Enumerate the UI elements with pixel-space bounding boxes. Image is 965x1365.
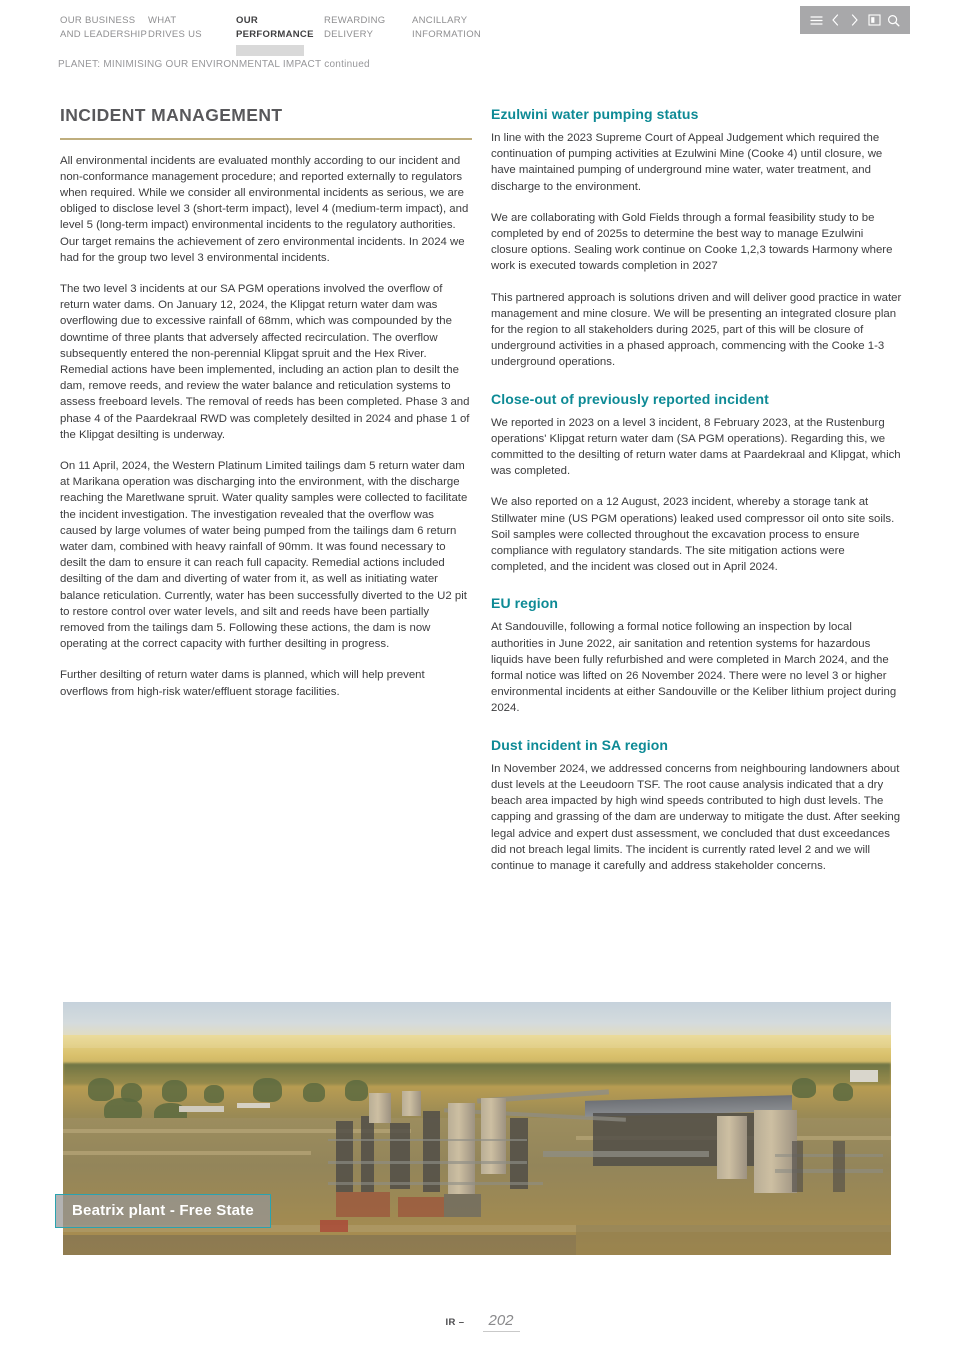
reader-toolbar [800, 6, 910, 34]
subheading-close-out-of-previously-reported-incident: Close-out of previously reported incident [491, 390, 769, 407]
search-icon[interactable] [886, 13, 901, 28]
nav-tab-label-line1: ANCILLARY [412, 15, 468, 26]
nav-tab-what-drives-us[interactable] [148, 14, 236, 41]
paragraph: The two level 3 incidents at our SA PGM operations involved the overflow of return water dams. On January 12, 2024, the Klipgat return water dam was overflowing due to excessive rainfall of 68mm, which was compounded by the downtime of three plants that adversely affected recirculation. The overflow subsequently entered the non-perennial Klipgat spruit and the Hex River. Remedial actions have been implemented, including an action plan to desilt the dam, remove reeds, and review the water balance and reticulation systems to assess freeboard levels. The removal of reeds has been completed. Phase 3 and phase 4 of the Paardekraal RWD was completely desilted in 2024 and phase 1 of the Klipgat desilting is underway. [60, 282, 470, 441]
right-column [491, 104, 903, 874]
nav-tab-rewarding-delivery[interactable] [324, 14, 412, 41]
paragraph: This partnered approach is solutions driven and will deliver good practice in water management and mine closure. We will be presenting an integrated closure plan for the region to all stakeholders during 2025, part of this will be closure of underground activities in a phased approach, commencing with the Cooke 1-3 underground operations. [491, 291, 902, 369]
subheading-eu-region: EU region [491, 595, 559, 612]
nav-tab-label-line2: DELIVERY [324, 28, 374, 40]
paragraph: Further desilting of return water dams is planned, which will help prevent overflows from high-risk water/effluent storage facilities. [60, 669, 425, 698]
paragraph: At Sandouville, following a formal notice following an inspection by local authorities in June 2022, air sanitation and retention systems for hazardous liquids have been fully refurbished and were completed in March 2024, and the formal notice was lifted on 26 November 2024. There were no level 3 or higher environmental incidents at either Sandouville or the Keliber lithium project during 2024. [491, 621, 897, 715]
nav-tab-label-line1: OUR BUSINESS [60, 15, 136, 26]
nav-tab-label-line2: INFORMATION [412, 28, 482, 40]
nav-tab-our-business-and-leadership[interactable] [60, 14, 148, 41]
nav-tab-label-line2: AND LEADERSHIP [60, 28, 148, 40]
nav-tab-label-line1: REWARDING [324, 15, 386, 26]
page-view-icon[interactable] [867, 13, 882, 28]
paragraph: On 11 April, 2024, the Western Platinum Limited tailings dam 5 return water dam at Marikana operation was discharging into the environment, with the discharge reaching the Maretlwane spruit. Water quality samples were collected to facilitate the incident investigation. The investigation revealed that the overflow was caused by large volumes of water being pumped from the tailings dam 6 return water dam, combined with heavy rainfall of 90mm. It was found necessary to desilt the dam to ensure it can reach full capacity. Remedial actions included desilting of the dam and diverting of water from it, as well as initiating water balance reticulation. Currently, water has been successfully diverted to the U2 pit to restore control over water levels, and silt and reeds have been partially removed from the tailings dam 5. Following these actions, the dam is now operating at the correct capacity with further desilting in progress. [60, 459, 468, 651]
paragraph: We are collaborating with Gold Fields through a formal feasibility study to be completed by end of 2025s to determine the best way to manage Ezulwini closure options. Sealing work continue on Cooke 1,2,3 towards Harmony where work is executed towards completion in 2027 [491, 211, 893, 273]
paragraph: In November 2024, we addressed concerns from neighbouring landowners about dust levels at the Leeudoorn TSF. The root cause analysis indicated that a dry beach area impacted by high wind speeds contributed to high dust levels. The capping and grassing of the dam are underway to mitigate the dust. After seeking legal advice and expert dust assessment, we concluded that dust exceedances did not breach legal limits. The incident is currently rated level 2 and we will continue to manage it carefully and address stakeholder concerns. [491, 762, 901, 872]
nav-tab-active-underline [236, 45, 304, 56]
paragraph: We reported in 2023 on a level 3 incident, 8 February 2023, at the Rustenburg operations' Klipgat return water dam (SA PGM operations). Regarding this, we committed to the desilting of return water dams at Paardekraal and Klipgat, which was completed. [491, 416, 901, 478]
nav-tab-label-line2: DRIVES US [148, 28, 202, 40]
subheading-dust-incident-in-sa-region: Dust incident in SA region [491, 736, 669, 753]
chevron-left-icon[interactable] [828, 13, 843, 28]
left-column [60, 104, 472, 700]
subheading-ezulwini-water-pumping-status: Ezulwini water pumping status [491, 106, 699, 122]
title-divider [60, 138, 472, 140]
nav-tab-our-performance[interactable] [236, 14, 324, 56]
page-number: 202 [483, 1312, 520, 1332]
nav-tab-label-line2: PERFORMANCE [236, 28, 314, 40]
nav-tab-ancillary-information[interactable] [412, 14, 500, 41]
footer-label: IR – [445, 1316, 465, 1328]
menu-icon[interactable] [809, 13, 824, 28]
paragraph: All environmental incidents are evaluated monthly according to our incident and non-conformance management procedure; and reported externally to regulators when required. While we consider all environmental incidents as serious, we are obliged to disclose level 3 (short-term impact), level 4 (medium-term impact), and level 5 (long-term impact) environmental incidents to the regulatory authorities. Our target remains the achievement of zero environmental incidents. In 2024 we had for the group two level 3 environmental incidents. [60, 154, 469, 264]
section-navigation [60, 14, 500, 56]
paragraph: In line with the 2023 Supreme Court of Appeal Judgement which required the continuation of pumping activities at Ezulwini Mine (Cooke 4) until closure, we have maintained pumping of underground mine water, water treatment, and discharge to the environment. [491, 132, 883, 193]
nav-tab-label-line1: OUR [236, 15, 259, 26]
breadcrumb: PLANET: MINIMISING OUR ENVIRONMENTAL IMPACT continued [58, 59, 370, 70]
photo-caption: Beatrix plant - Free State [55, 1194, 271, 1228]
page-title: INCIDENT MANAGEMENT [60, 105, 283, 125]
chevron-right-icon[interactable] [847, 13, 862, 28]
page-footer [0, 1312, 965, 1332]
photo-treeline [63, 1063, 891, 1086]
nav-tab-label-line1: WHAT [148, 15, 177, 26]
paragraph: We also reported on a 12 August, 2023 incident, whereby a storage tank at Stillwater mine (US PGM operations) leaked used compressor oil onto site soils. Soil samples were collected throughout the excavation process to ensure compliance with regulatory standards. The site mitigation actions were completed, and the incident was closed out in April 2024. [491, 496, 895, 574]
